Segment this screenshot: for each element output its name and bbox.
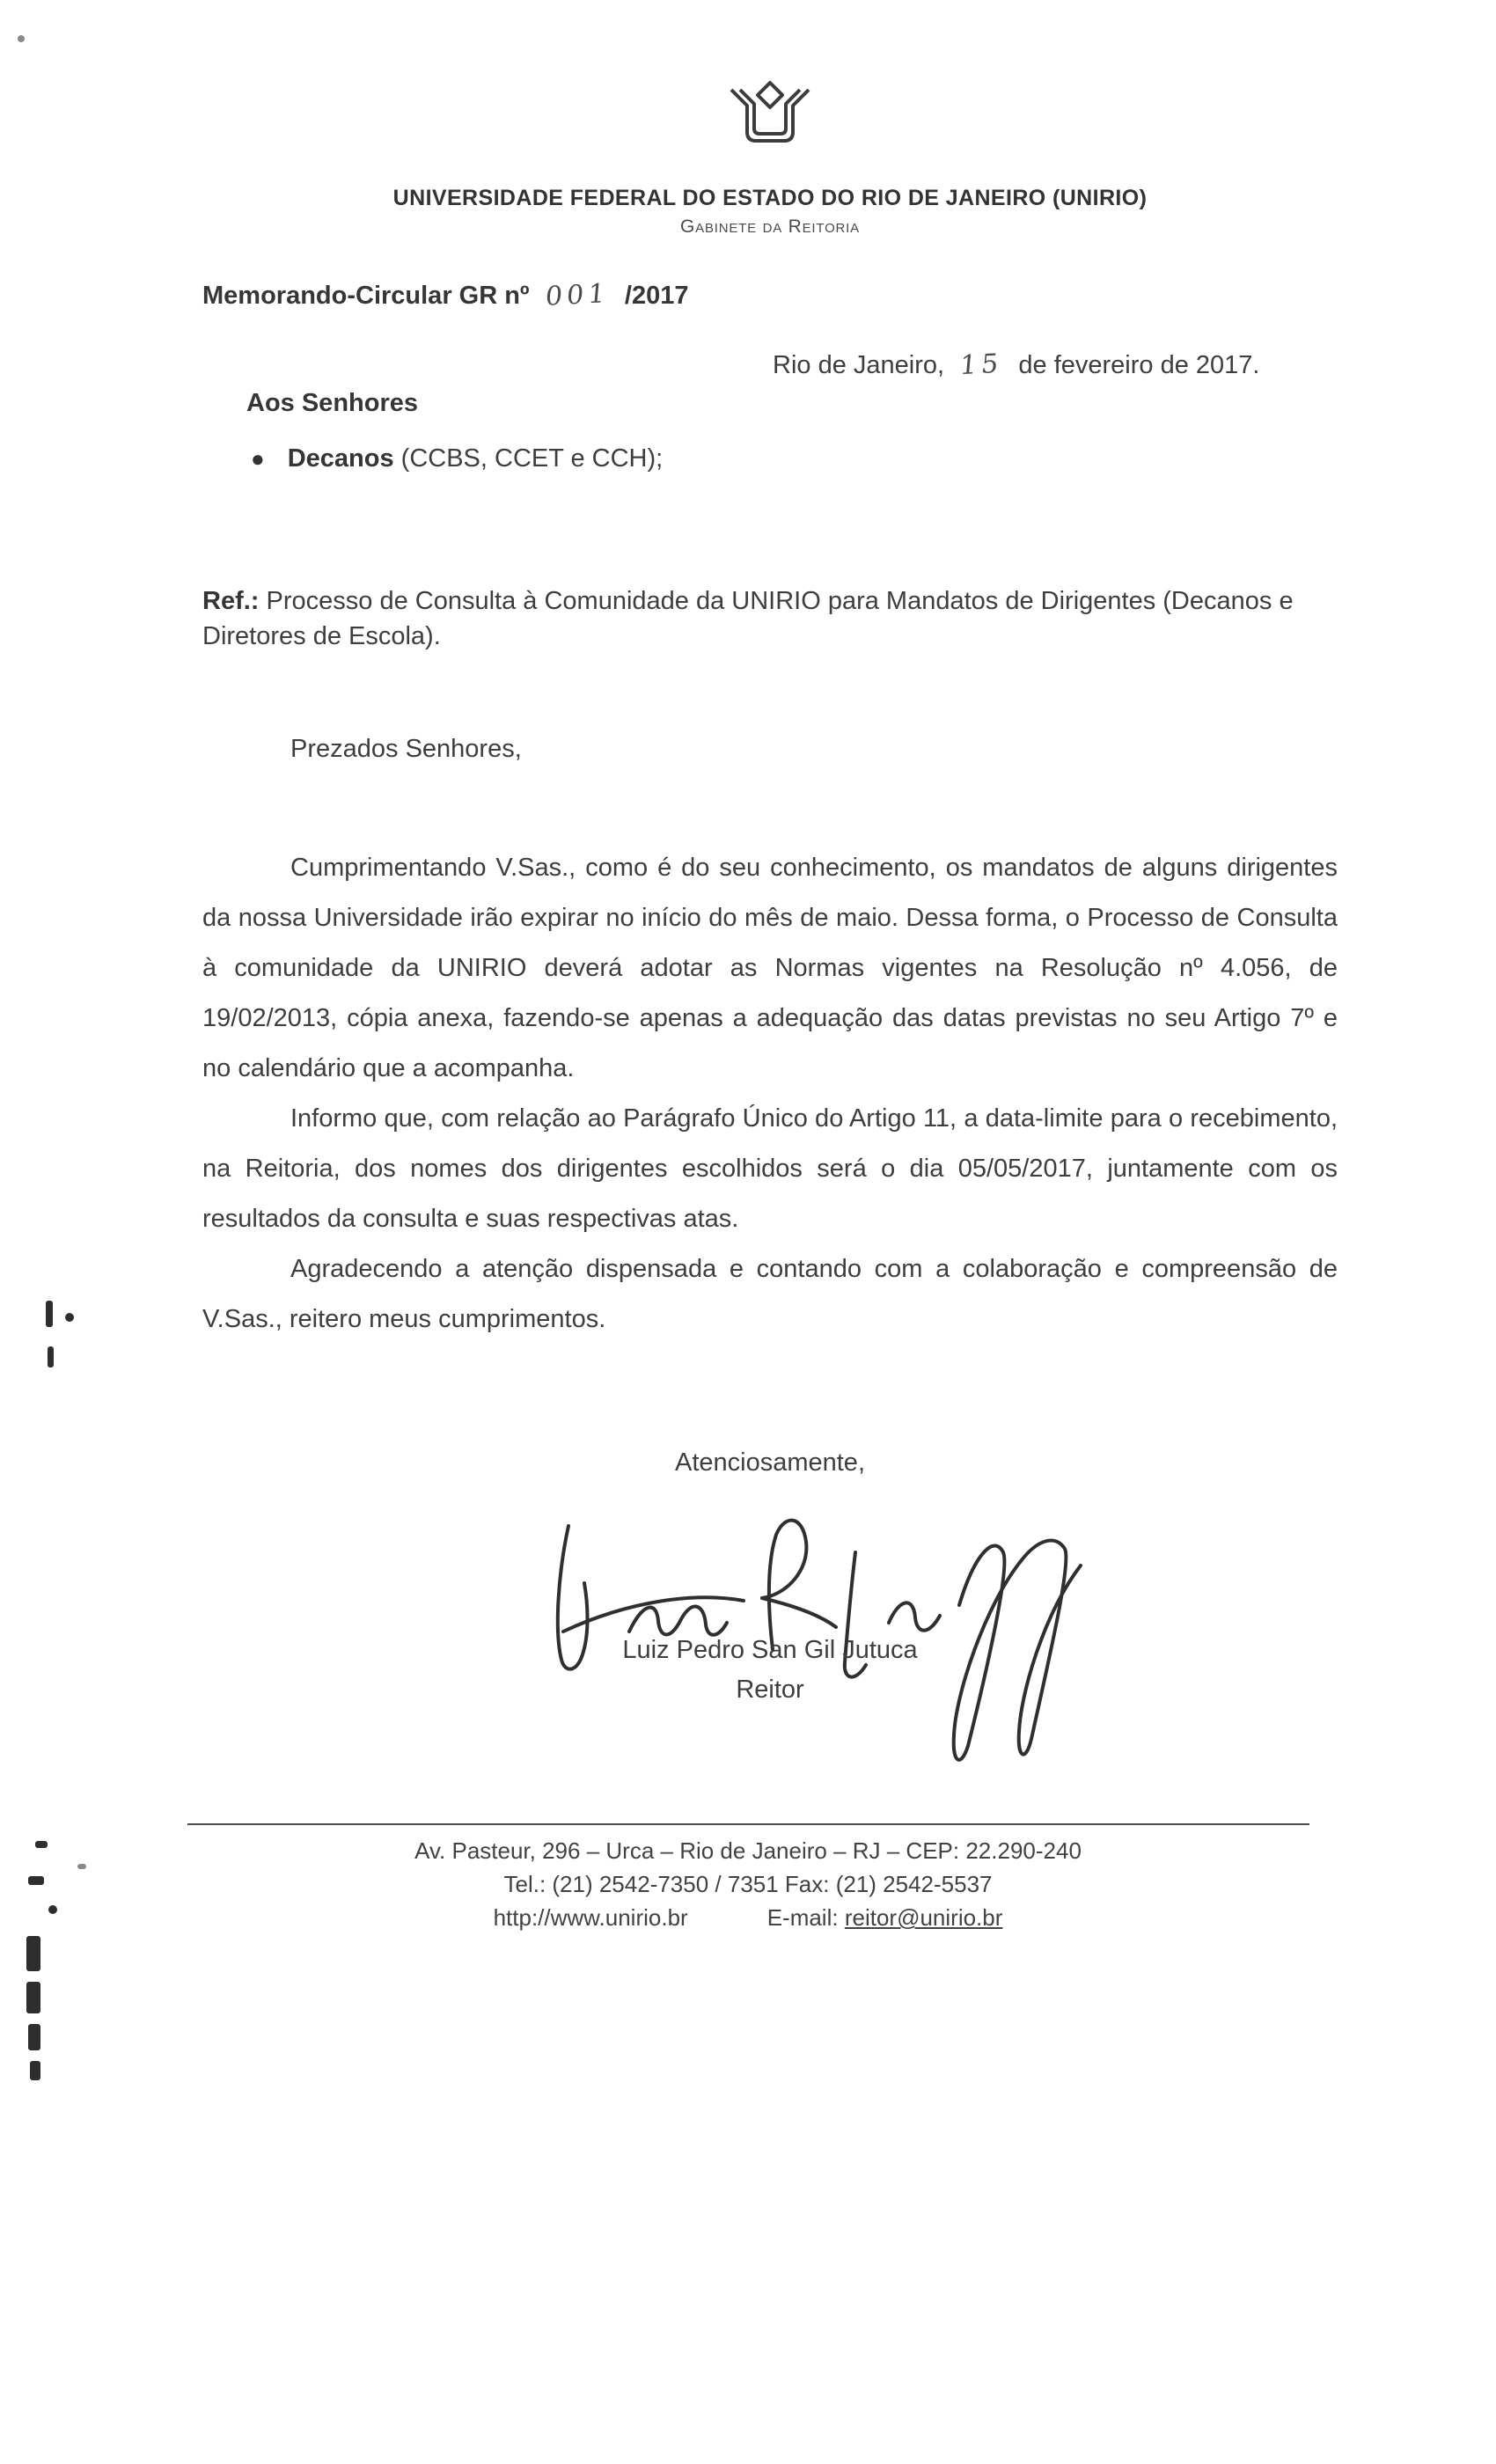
university-name: UNIVERSIDADE FEDERAL DO ESTADO DO RIO DE JANEIRO (UNIRIO) [392, 186, 1148, 210]
salutation: Prezados Senhores, [290, 735, 522, 763]
recipient-text [288, 444, 664, 473]
scan-artifact [26, 1936, 40, 1971]
footer-phone: Tel.: (21) 2542-7350 / 7351 Fax: (21) 2542-5537 [503, 1871, 993, 1897]
scan-artifact [35, 1841, 48, 1848]
scan-artifact [30, 2061, 40, 2080]
recipient-item [251, 444, 1338, 473]
scan-artifact [18, 35, 25, 42]
bullet-icon: ● [251, 445, 265, 472]
footer-divider [187, 1823, 1309, 1825]
memo-number-line [202, 280, 1338, 311]
unirio-logo-icon [721, 79, 819, 168]
date-prefix: Rio de Janeiro, [773, 351, 945, 379]
reference-text: Processo de Consulta à Comunidade da UNIRIO para Mandatos de Dirigentes (Decanos e Diretores de Escola). [202, 587, 1294, 650]
scan-artifact [26, 1982, 40, 2013]
scan-artifact [28, 1876, 44, 1885]
date-suffix: de fevereiro de 2017. [1018, 351, 1260, 379]
scan-artifact [48, 1346, 54, 1368]
scan-artifact [28, 2024, 40, 2050]
office-name: Gabinete da Reitoria [680, 216, 860, 237]
date-day-handwritten: 15 [958, 348, 1004, 382]
footer-email-link[interactable]: reitor@unirio.br [844, 1904, 1003, 1931]
scan-artifact [77, 1864, 86, 1869]
closing: Atenciosamente, [674, 1448, 865, 1477]
recipients-label: Aos Senhores [246, 389, 418, 417]
signer-title: Reitor [736, 1676, 804, 1704]
paragraph-2: Informo que, com relação ao Parágrafo Único do Artigo 11, a data-limite para o recebimento, na Reitoria, dos nomes dos dirigentes escolhidos será o dia 05/05/2017, juntamente com os resultados da consulta e suas respectivas atas. [202, 1104, 1338, 1233]
date-line [773, 349, 1338, 380]
reference-line [202, 583, 1338, 654]
memo-suffix: /2017 [624, 282, 689, 310]
footer-email-label: E-mail: [766, 1904, 839, 1931]
memo-prefix: Memorando-Circular GR nº [202, 282, 530, 310]
memo-number-handwritten: 001 [543, 278, 611, 312]
recipient-rest: (CCBS, CCET e CCH); [393, 444, 664, 473]
paragraph-3: Agradecendo a atenção dispensada e contando com a colaboração e compreensão de V.Sas., reitero meus cumprimentos. [202, 1255, 1338, 1333]
scan-artifact [48, 1905, 57, 1914]
footer-address: Av. Pasteur, 296 – Urca – Rio de Janeiro – RJ – CEP: 22.290-240 [414, 1837, 1082, 1864]
scan-artifact [65, 1313, 74, 1322]
recipient-bold: Decanos [287, 444, 394, 473]
reference-label: Ref.: [202, 587, 260, 615]
body-text [202, 843, 1338, 1345]
footer-contacts [0, 1901, 1496, 1934]
scan-artifact [46, 1301, 53, 1327]
signature-block [202, 1495, 1338, 1777]
signer-name: Luiz Pedro San Gil Jutuca [622, 1636, 918, 1664]
footer-website: http://www.unirio.br [493, 1904, 688, 1931]
footer-email-group [767, 1901, 1003, 1934]
paragraph-1: Cumprimentando V.Sas., como é do seu conhecimento, os mandatos de alguns dirigentes da nossa Universidade irão expirar no início do mês de maio. Dessa forma, o Processo de Consulta à comunidade da UNIRIO deverá adotar as Normas vigentes na Resolução nº 4.056, de 19/02/2013, cópia anexa, fazendo-se apenas a adequação das datas previstas no seu Artigo 7º e no calendário que a acompanha. [202, 854, 1338, 1082]
document-header [202, 79, 1338, 238]
document-footer [0, 1823, 1496, 1934]
